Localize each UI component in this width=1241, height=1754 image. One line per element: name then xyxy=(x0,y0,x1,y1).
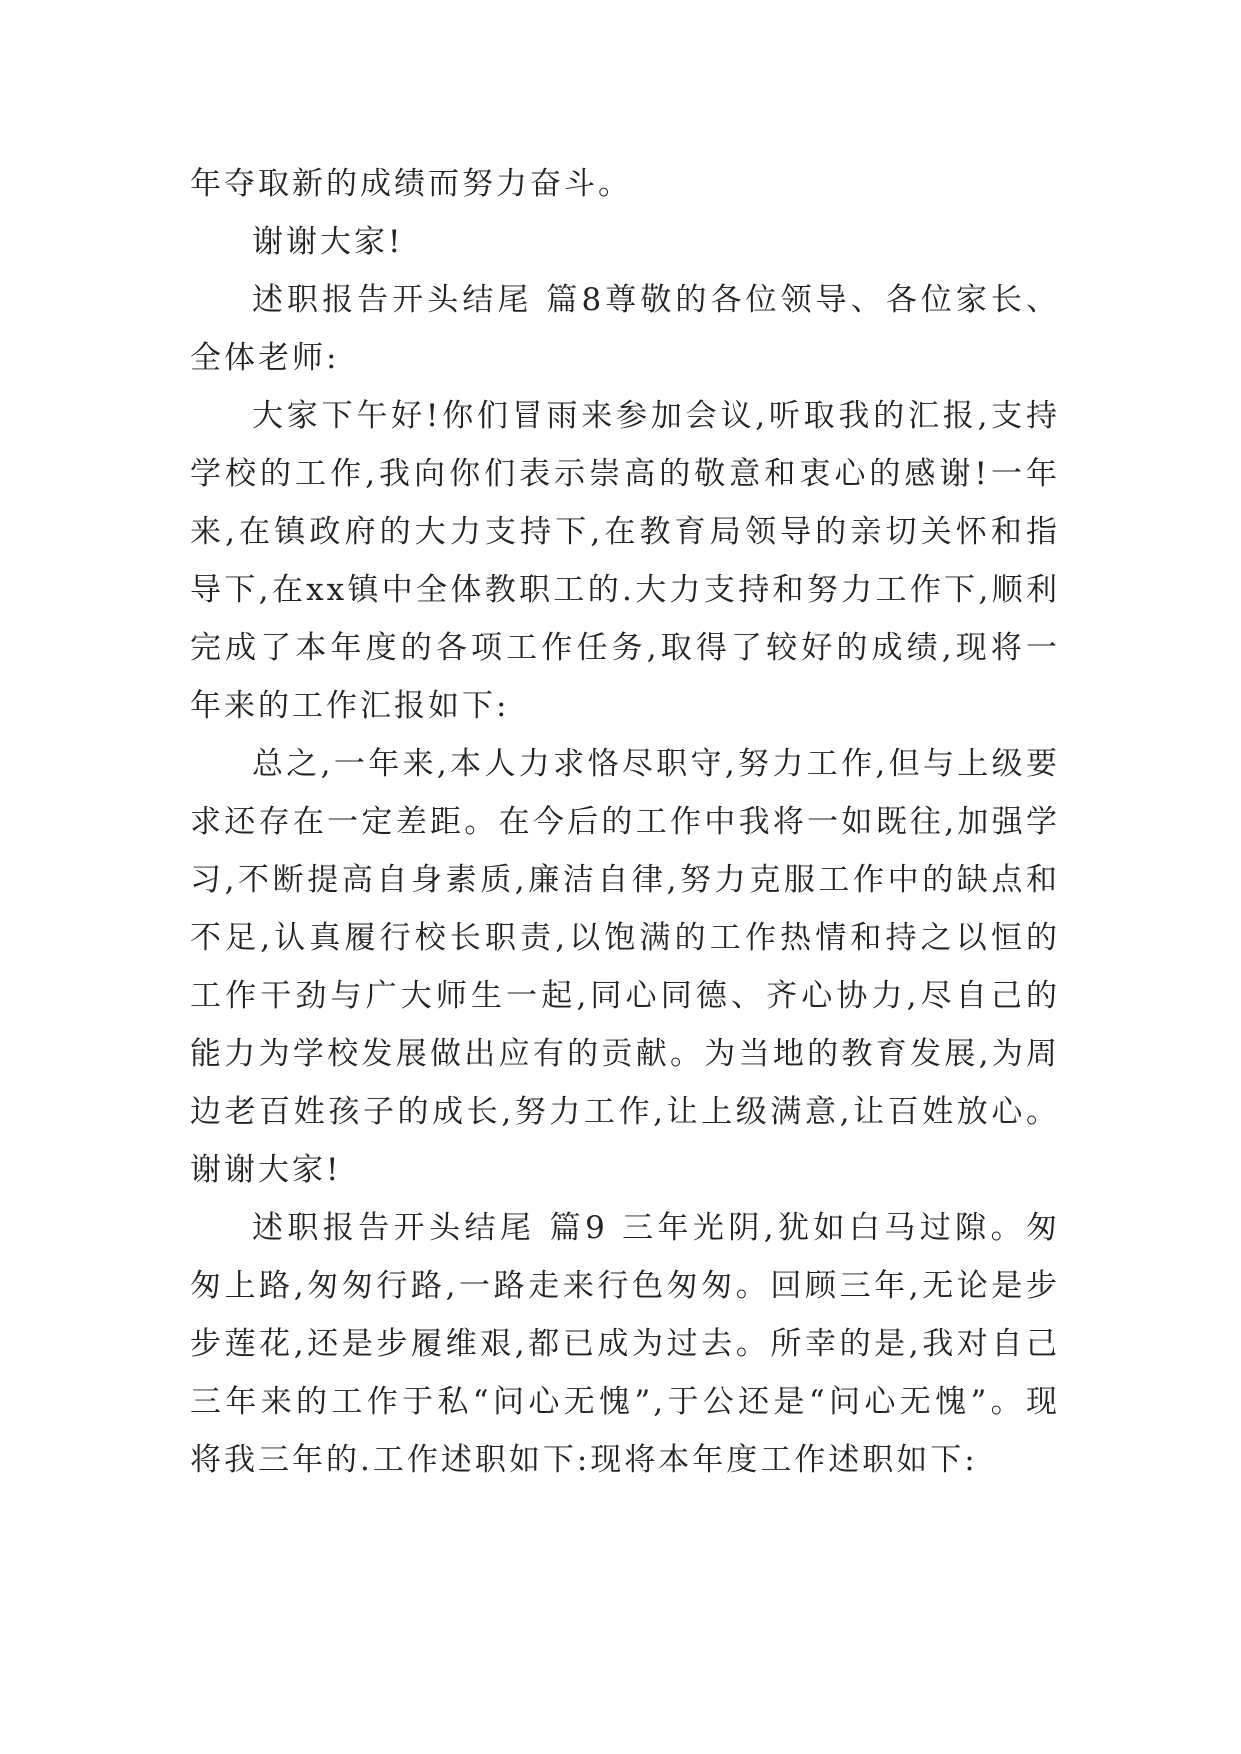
paragraph-section-8-summary: 总之,一年来,本人力求恪尽职守,努力工作,但与上级要求还存在一定差距。在今后的工作中我将一如既往,加强学习,不断提高自身素质,廉洁自律,努力克服工作中的缺点和不足,认真履行校长职责,以饱满的工作热情和持之以恒的工作干劲与广大师生一起,同心同德、齐心协力,尽自己的能力为学校发展做出应有的贡献。为当地的教育发展,为周边老百姓孩子的成长,努力工作,让上级满意,让百姓放心。谢谢大家! xyxy=(190,746,1060,1188)
document-body xyxy=(190,155,1060,1489)
paragraph-thanks: 谢谢大家! xyxy=(252,224,404,260)
paragraph-section-8-heading: 述职报告开头结尾 篇8尊敬的各位领导、各位家长、全体老师: xyxy=(190,282,1060,376)
paragraph-section-8-intro: 大家下午好!你们冒雨来参加会议,听取我的汇报,支持学校的工作,我向你们表示崇高的敬意和衷心的感谢!一年来,在镇政府的大力支持下,在教育局领导的亲切关怀和指导下,在xx镇中全体教职工的.大力支持和努力工作下,顺利完成了本年度的各项工作任务,取得了较好的成绩,现将一年来的工作汇报如下: xyxy=(190,398,1060,724)
paragraph-closing-line: 年夺取新的成绩而努力奋斗。 xyxy=(190,166,632,202)
paragraph-section-9: 述职报告开头结尾 篇9 三年光阴,犹如白马过隙。匆匆上路,匆匆行路,一路走来行色匆匆。回顾三年,无论是步步莲花,还是步履维艰,都已成为过去。所幸的是,我对自己三年来的工作于私“问心无愧”,于公还是“问心无愧”。现将我三年的.工作述职如下:现将本年度工作述职如下: xyxy=(190,1210,1060,1478)
